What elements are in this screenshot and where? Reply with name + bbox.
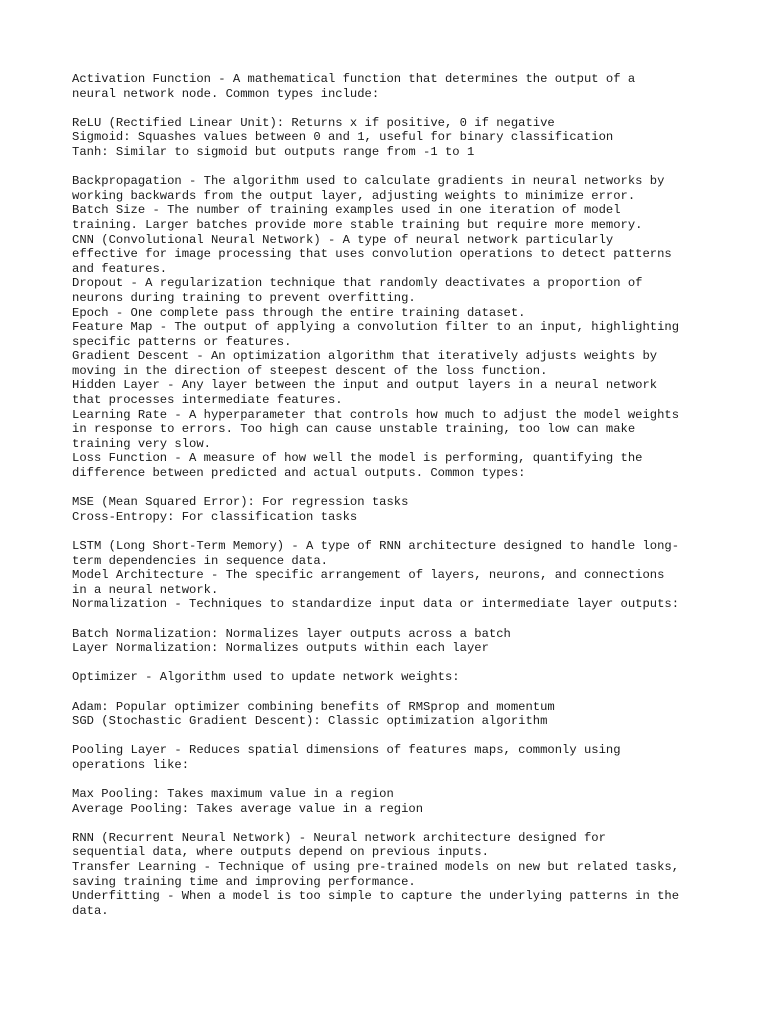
text-line: operations like: — [72, 757, 190, 772]
text-line: Dropout - A regularization technique that randomly deactivates a proportion of — [72, 276, 643, 291]
text-line: Loss Function - A measure of how well the model is performing, quantifying the — [72, 451, 643, 466]
text-line: RNN (Recurrent Neural Network) - Neural network architecture designed for — [72, 830, 606, 845]
text-line: ReLU (Rectified Linear Unit): Returns x if positive, 0 if negative — [72, 115, 555, 130]
text-line: in response to errors. Too high can cause unstable training, too low can make — [72, 422, 636, 437]
text-line: and features. — [72, 261, 168, 276]
blank-line — [72, 524, 712, 539]
text-line: training very slow. — [72, 436, 211, 451]
blank-line — [72, 656, 712, 671]
text-line: Max Pooling: Takes maximum value in a region — [72, 787, 394, 802]
text-line: Gradient Descent - An optimization algorithm that iteratively adjusts weights by — [72, 349, 658, 364]
text-line: Hidden Layer - Any layer between the input and output layers in a neural network — [72, 378, 658, 393]
text-line: difference between predicted and actual outputs. Common types: — [72, 466, 526, 481]
text-line: Optimizer - Algorithm used to update network weights: — [72, 670, 460, 685]
text-line: training. Larger batches provide more stable training but require more memory. — [72, 217, 643, 232]
text-line: Layer Normalization: Normalizes outputs within each layer — [72, 641, 489, 656]
text-line: CNN (Convolutional Neural Network) - A type of neural network particularly — [72, 232, 614, 247]
text-line: saving training time and improving performance. — [72, 874, 416, 889]
text-line: Sigmoid: Squashes values between 0 and 1, useful for binary classification — [72, 130, 614, 145]
text-line: Cross-Entropy: For classification tasks — [72, 509, 358, 524]
text-line: moving in the direction of steepest descent of the loss function. — [72, 363, 548, 378]
blank-line — [72, 481, 712, 496]
text-line: Normalization - Techniques to standardize input data or intermediate layer outputs: — [72, 597, 680, 612]
text-line: data. — [72, 903, 109, 918]
text-line: LSTM (Long Short-Term Memory) - A type of RNN architecture designed to handle long- — [72, 539, 680, 553]
text-line: Activation Function - A mathematical function that determines the output of a — [72, 72, 636, 86]
text-line: sequential data, where outputs depend on previous inputs. — [72, 845, 489, 860]
text-line: effective for image processing that uses convolution operations to detect patterns — [72, 247, 672, 262]
text-line: term dependencies in sequence data. — [72, 553, 328, 568]
text-line: Feature Map - The output of applying a convolution filter to an input, highlighting — [72, 320, 680, 335]
blank-line — [72, 773, 712, 788]
blank-line — [72, 160, 712, 175]
text-line: Learning Rate - A hyperparameter that controls how much to adjust the model weights — [72, 407, 680, 422]
text-line: Batch Size - The number of training examples used in one iteration of model — [72, 203, 621, 218]
blank-line — [72, 816, 712, 831]
text-line: Epoch - One complete pass through the entire training dataset. — [72, 305, 526, 320]
blank-line — [72, 101, 712, 116]
blank-line — [72, 729, 712, 744]
text-line: Average Pooling: Takes average value in a region — [72, 801, 424, 816]
text-line: neurons during training to prevent overfitting. — [72, 290, 416, 305]
text-line: Tanh: Similar to sigmoid but outputs range from -1 to 1 — [72, 144, 475, 159]
glossary-document — [72, 72, 712, 918]
blank-line — [72, 685, 712, 700]
text-line: neural network node. Common types include: — [72, 86, 380, 101]
text-line: Adam: Popular optimizer combining benefits of RMSprop and momentum — [72, 699, 555, 714]
text-line: SGD (Stochastic Gradient Descent): Classic optimization algorithm — [72, 714, 548, 729]
text-line: in a neural network. — [72, 582, 219, 597]
blank-line — [72, 612, 712, 627]
text-line: Transfer Learning - Technique of using pre-trained models on new but related tasks, — [72, 860, 680, 875]
text-line: Model Architecture - The specific arrangement of layers, neurons, and connections — [72, 568, 665, 583]
text-line: MSE (Mean Squared Error): For regression tasks — [72, 495, 409, 510]
text-line: working backwards from the output layer, adjusting weights to minimize error. — [72, 188, 636, 203]
text-line: Underfitting - When a model is too simple to capture the underlying patterns in the — [72, 889, 680, 904]
text-line: Backpropagation - The algorithm used to calculate gradients in neural networks by — [72, 174, 665, 189]
text-line: Batch Normalization: Normalizes layer outputs across a batch — [72, 626, 511, 641]
text-line: Pooling Layer - Reduces spatial dimensions of features maps, commonly using — [72, 743, 621, 758]
text-line: specific patterns or features. — [72, 334, 292, 349]
text-line: that processes intermediate features. — [72, 393, 343, 408]
